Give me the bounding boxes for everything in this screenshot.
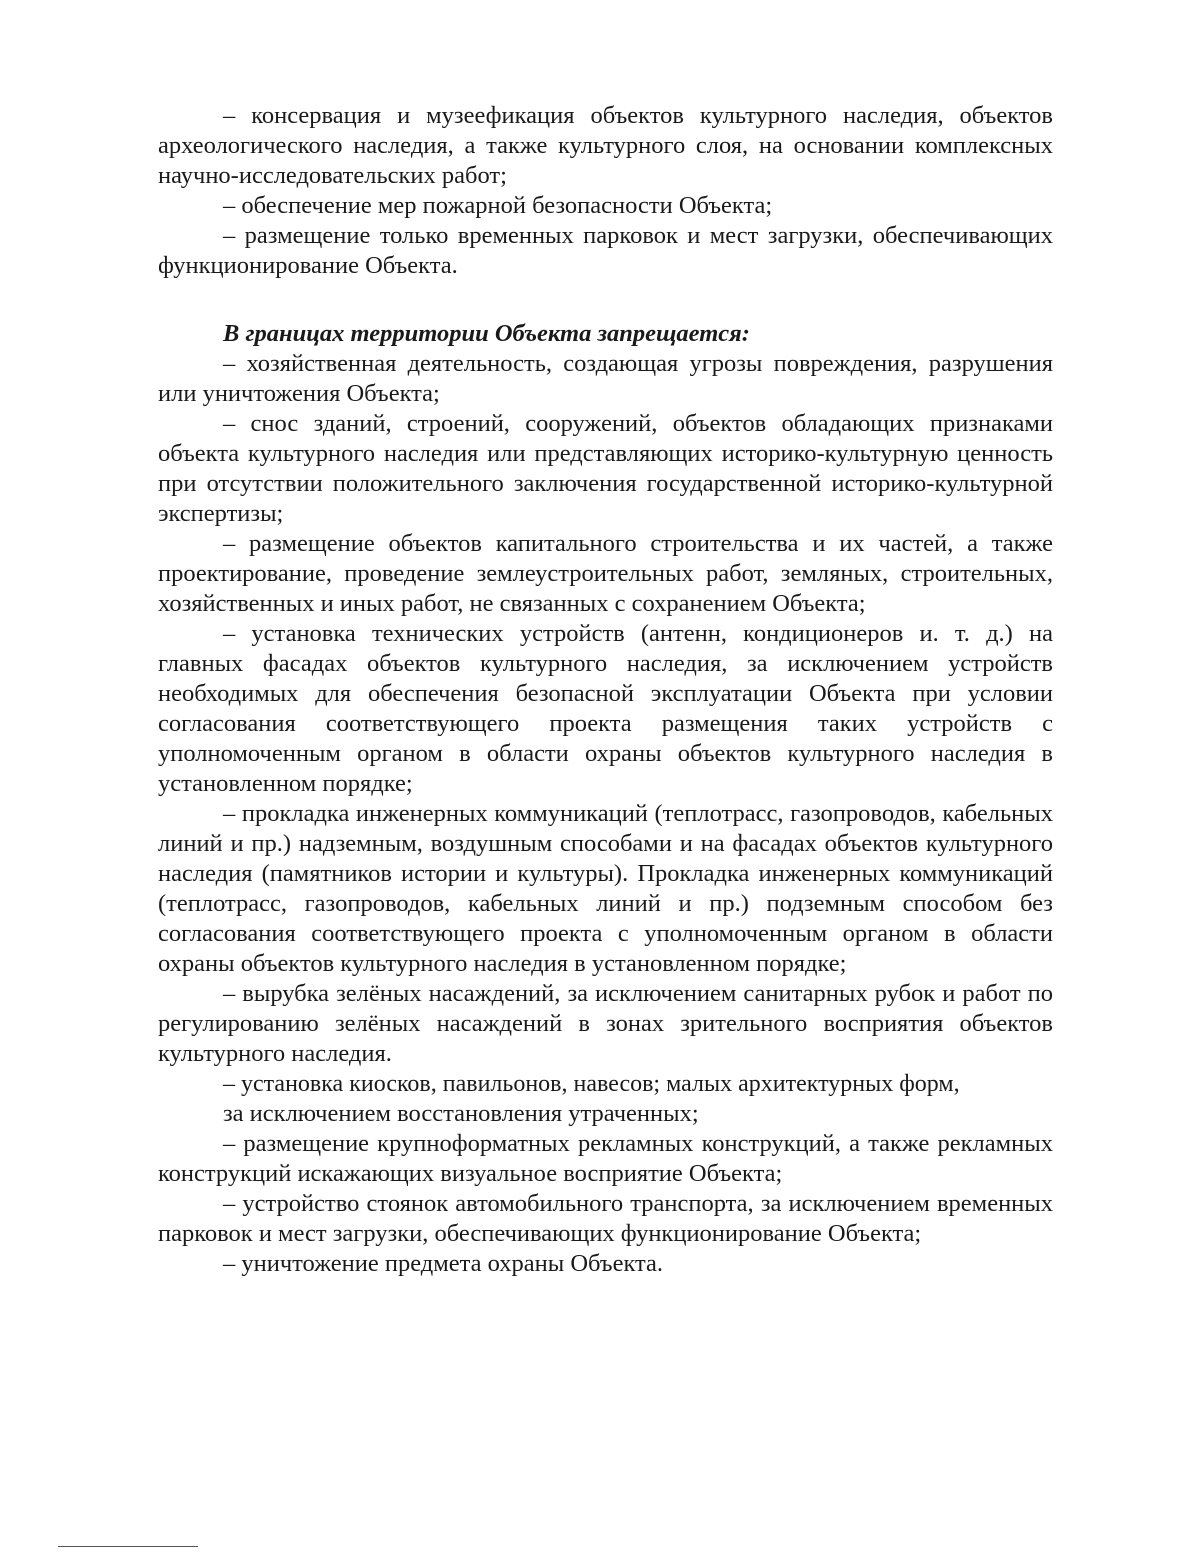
prohibited-item: – установка киосков, павильонов, навесов; малых архитектурных форм, [223,1071,960,1097]
prohibited-item: – хозяйственная деятельность, создающая угрозы повреждения, разрушения или уничтожения Объекта; [158,350,1053,407]
prohibited-item: – вырубка зелёных насаждений, за исключением санитарных рубок и работ по регулированию зелёных насаждений в зонах зрительного восприятия объектов культурного наследия. [158,980,1053,1067]
prohibited-list [158,349,1053,1279]
prohibited-item-continuation: за исключением восстановления утраченных; [223,1100,699,1127]
footnote-rule [58,1546,198,1547]
intro-item: – обеспечение мер пожарной безопасности Объекта; [223,192,773,219]
intro-list [158,101,1053,281]
intro-item: – размещение только временных парковок и мест загрузки, обеспечивающих функционирование Объекта. [158,222,1053,279]
prohibited-item: – снос зданий, строений, сооружений, объектов обладающих признаками объекта культурного наследия или представляющих историко-культурную ценность при отсутствии положительного заключения государственной историко-культурной экспертизы; [158,410,1053,527]
prohibited-item: – прокладка инженерных коммуникаций (теплотрасс, газопроводов, кабельных линий и пр.) надземным, воздушным способами и на фасадах объектов культурного наследия (памятников истории и культуры). Прокладка инженерных коммуникаций (теплотрасс, газопроводов, кабельных линий и пр.) подземным способом без согласования соответствующего проекта с уполномоченным органом в области охраны объектов культурного наследия в установленном порядке; [158,800,1053,977]
prohibited-item: – уничтожение предмета охраны Объекта. [223,1250,664,1277]
prohibited-item: – установка технических устройств (антенн, кондиционеров и. т. д.) на главных фасадах объектов культурного наследия, за исключением устройств необходимых для обеспечения безопасной эксплуатации Объекта при условии согласования соответствующего проекта размещения таких устройств с уполномоченным органом в области охраны объектов культурного наследия в установленном порядке; [158,620,1053,797]
prohibited-item: – размещение объектов капитального строительства и их частей, а также проектирование, проведение землеустроительных работ, земляных, строительных, хозяйственных и иных работ, не связанных с сохранением Объекта; [158,530,1053,617]
section-heading: В границах территории Объекта запрещается: [223,320,750,347]
prohibited-item: – устройство стоянок автомобильного транспорта, за исключением временных парковок и мест загрузки, обеспечивающих функционирование Объекта; [158,1190,1053,1247]
intro-item: – консервация и музеефикация объектов культурного наследия, объектов археологического наследия, а также культурного слоя, на основании комплексных научно-исследовательских работ; [158,102,1053,189]
prohibited-item: – размещение крупноформатных рекламных конструкций, а также рекламных конструкций искажающих визуальное восприятие Объекта; [158,1130,1053,1187]
document-page [158,101,1053,1279]
